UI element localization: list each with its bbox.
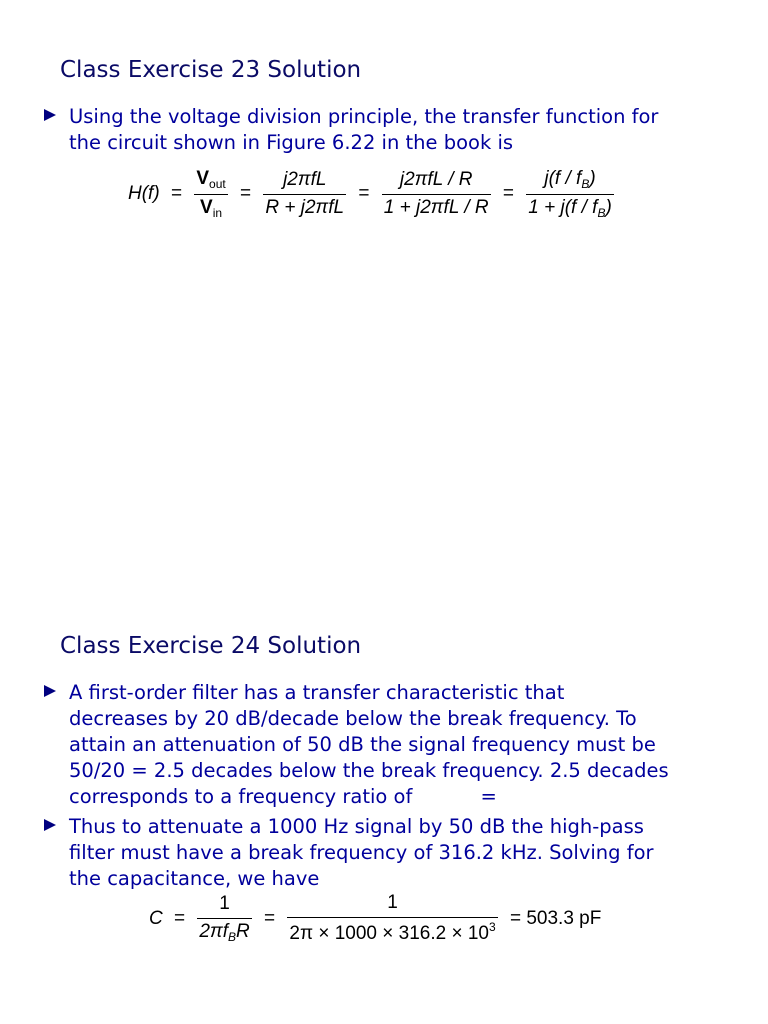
- fraction-1-numerator: 1: [197, 893, 251, 919]
- vin-symbol: V: [200, 197, 213, 218]
- fraction-1: [263, 169, 346, 219]
- fraction-2-denominator: 2π × 1000 × 316.2 × 10: [289, 923, 489, 944]
- bullet-line: the capacitance, we have: [69, 867, 320, 890]
- fb-subscript: B: [597, 206, 606, 220]
- voltage-ratio: [194, 168, 227, 220]
- fraction-3-denominator: 1 + j(f / f: [528, 197, 598, 218]
- equals-sign: =: [358, 183, 370, 204]
- exercise-23-title: Class Exercise 23 Solution: [60, 57, 362, 83]
- fraction-3: [526, 168, 614, 220]
- equation-lhs: H(f): [128, 183, 160, 204]
- exponent: 3: [489, 920, 496, 934]
- bullet-line: 50/20 = 2.5 decades below the break frequency. 2.5 decades: [69, 759, 669, 782]
- bullet-line: A first-order filter has a transfer characteristic that: [69, 681, 565, 704]
- bullet-line: the circuit shown in Figure 6.22 in the book is: [69, 131, 514, 154]
- bullet-arrow-icon: [44, 819, 56, 831]
- resistance-symbol: R: [236, 921, 250, 942]
- equation-lhs: C: [149, 907, 163, 929]
- fb-subscript: B: [227, 930, 236, 944]
- fraction-3-numerator: j(f / f: [544, 168, 582, 189]
- vout-subscript: out: [209, 177, 226, 191]
- close-paren: ): [589, 168, 596, 189]
- bullet-line: decreases by 20 dB/decade below the break frequency. To: [69, 707, 637, 730]
- fraction-2: [287, 892, 497, 945]
- capacitance-result: = 503.3 pF: [509, 907, 602, 929]
- equals-sign: =: [502, 183, 514, 204]
- bullet-line: Thus to attenuate a 1000 Hz signal by 50 dB the high-pass: [69, 815, 644, 838]
- fraction-1-denominator: R + j2πfL: [265, 197, 345, 218]
- exercise-24-title: Class Exercise 24 Solution: [60, 633, 362, 659]
- close-paren: ): [605, 197, 612, 218]
- vout-symbol: V: [196, 168, 210, 189]
- fraction-2: [382, 169, 491, 219]
- equals-sign: =: [264, 907, 276, 929]
- fraction-2-denominator: 1 + j2πfL / R: [383, 197, 489, 218]
- fraction-2-numerator: j2πfL / R: [382, 169, 491, 195]
- bullet-line: filter must have a break frequency of 316.2 kHz. Solving for: [69, 841, 654, 864]
- equals-sign: =: [239, 183, 252, 204]
- fraction-2-numerator: 1: [287, 892, 497, 918]
- bullet-arrow-icon: [44, 109, 56, 121]
- exercise-24-bullet-1: [44, 680, 744, 810]
- fraction-1-numerator: j2πfL: [263, 169, 346, 195]
- fraction-1-denominator: 2πf: [199, 921, 228, 942]
- equals-sign: =: [170, 183, 183, 204]
- fraction-1: [197, 893, 251, 944]
- capacitance-equation: [146, 892, 604, 945]
- bullet-arrow-icon: [44, 685, 56, 697]
- transfer-function-equation: [125, 168, 618, 220]
- exercise-23-bullet: [44, 104, 744, 156]
- bullet-line: attain an attenuation of 50 dB the signal frequency must be: [69, 733, 656, 756]
- vin-subscript: in: [212, 206, 223, 220]
- equals-sign: =: [174, 907, 186, 929]
- bullet-line: corresponds to a frequency ratio of =: [69, 785, 497, 808]
- exercise-24-bullet-2: [44, 814, 744, 892]
- bullet-line: Using the voltage division principle, the transfer function for: [69, 105, 659, 128]
- fb-subscript: B: [581, 177, 590, 191]
